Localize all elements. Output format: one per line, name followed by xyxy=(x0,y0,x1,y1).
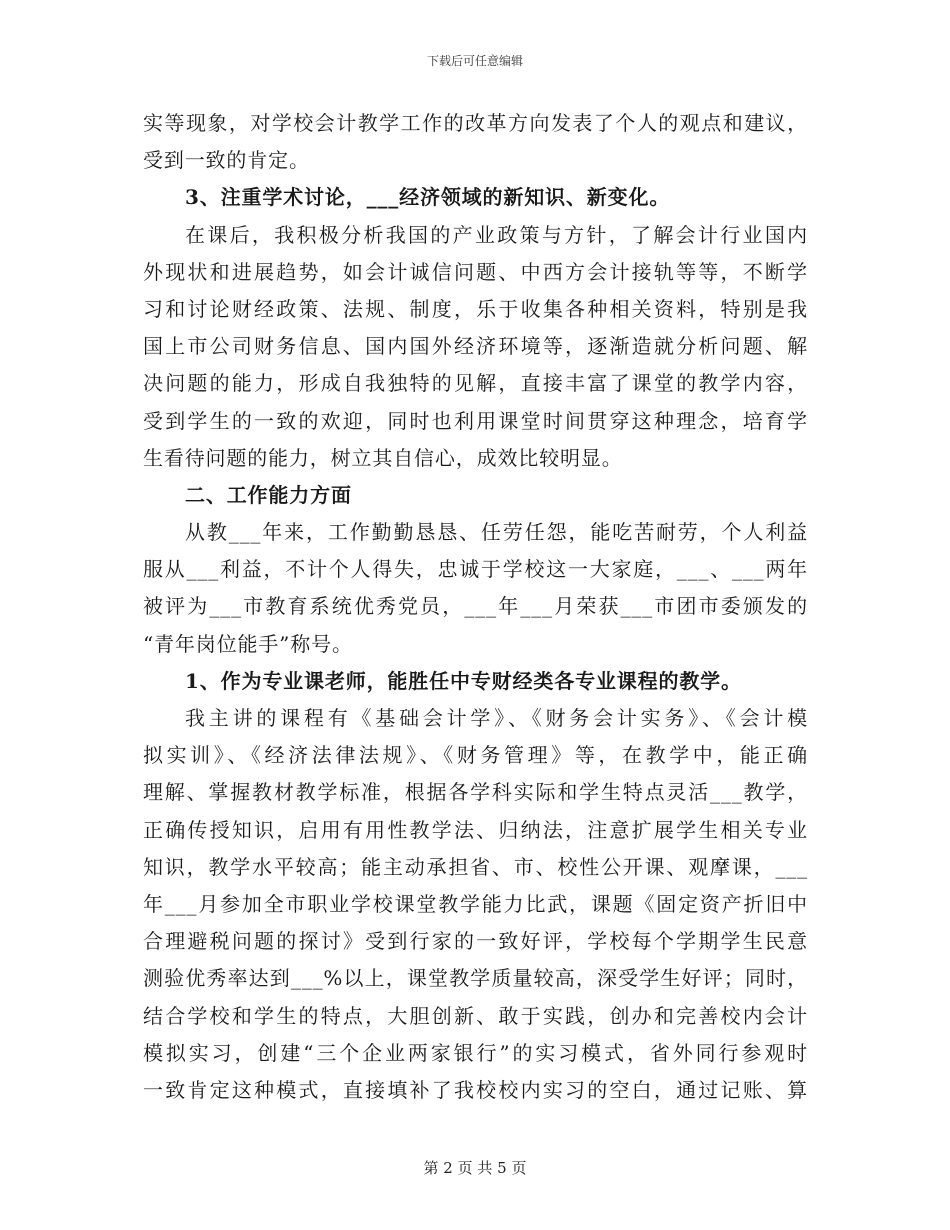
paragraph-line: 从教___年来，工作勤勤恳恳、任劳任怨，能吃苦耐劳，个人利益 xyxy=(185,520,808,545)
paragraph-line: 我主讲的课程有《基础会计学》、《财务会计实务》、《会计模 xyxy=(185,706,808,730)
paragraph-line: 受到一致的肯定。 xyxy=(143,148,310,173)
section-heading: 3、注重学术讨论，___经济领域的新知识、新变化。 xyxy=(185,185,671,210)
paragraph-line: 外现状和进展趋势，如会计诚信问题、中西方会计接轨等等，不断学 xyxy=(143,259,808,284)
paragraph-line: 服从___利益，不计个人得失，忠诚于学校这一大家庭，___、___两年 xyxy=(143,557,808,582)
paragraph-line: 结合学校和学生的特点，大胆创新、敢于实践，创办和完善校内会计 xyxy=(143,1003,808,1028)
paragraph-line: 国上市公司财务信息、国内国外经济环境等，逐渐造就分析问题、解 xyxy=(143,334,808,359)
paragraph-line: 一致肯定这种模式，直接填补了我校校内实习的空白，通过记账、算 xyxy=(143,1077,808,1102)
paragraph-line: 在课后，我积极分析我国的产业政策与方针，了解会计行业国内 xyxy=(185,222,808,247)
paragraph-line: 年___月参加全市职业学校课堂教学能力比武，课题《固定资产折旧中 xyxy=(143,891,808,916)
page-footer: 第 2 页 共 5 页 xyxy=(423,1159,527,1177)
paragraph-line: 拟实训》、《经济法律法规》、《财务管理》等，在教学中，能正确 xyxy=(143,743,808,768)
page-header: 下载后可任意编辑 xyxy=(426,54,523,68)
paragraph-line: 合理避税问题的探讨》受到行家的一致好评，学校每个学期学生民意 xyxy=(143,929,808,954)
paragraph-line: 受到学生的一致的欢迎，同时也利用课堂时间贯穿这种理念，培育学 xyxy=(143,408,808,433)
paragraph-line: 正确传授知识，启用有用性教学法、归纳法，注意扩展学生相关专业 xyxy=(143,817,808,842)
paragraph-line: 习和讨论财经政策、法规、制度，乐于收集各种相关资料，特别是我 xyxy=(143,296,808,321)
paragraph-line: 理解、掌握教材教学标准，根据各学科实际和学生特点灵活___教学， xyxy=(143,780,808,805)
paragraph-line: “青年岗位能手”称号。 xyxy=(143,631,353,656)
paragraph-line: 决问题的能力，形成自我独特的见解，直接丰富了课堂的教学内容， xyxy=(143,371,808,396)
paragraph-line: 实等现象，对学校会计教学工作的改革方向发表了个人的观点和建议， xyxy=(143,111,808,135)
section-heading: 1、作为专业课老师，能胜任中专财经类各专业课程的教学。 xyxy=(185,668,742,693)
document-body xyxy=(143,105,808,1109)
section-heading: 二、工作能力方面 xyxy=(185,482,352,507)
paragraph-line: 模拟实习，创建“三个企业两家银行”的实习模式，省外同行参观时 xyxy=(143,1040,808,1065)
paragraph-line: 被评为___市教育系统优秀党员，___年___月荣获___市团市委颁发的 xyxy=(143,594,808,619)
paragraph-line: 生看待问题的能力，树立其自信心，成效比较明显。 xyxy=(143,445,623,470)
paragraph-line: 知识，教学水平较高；能主动承担省、市、校性公开课、观摩课，___ xyxy=(143,854,808,879)
paragraph-line: 测验优秀率达到___%以上，课堂教学质量较高，深受学生好评；同时， xyxy=(143,966,808,991)
